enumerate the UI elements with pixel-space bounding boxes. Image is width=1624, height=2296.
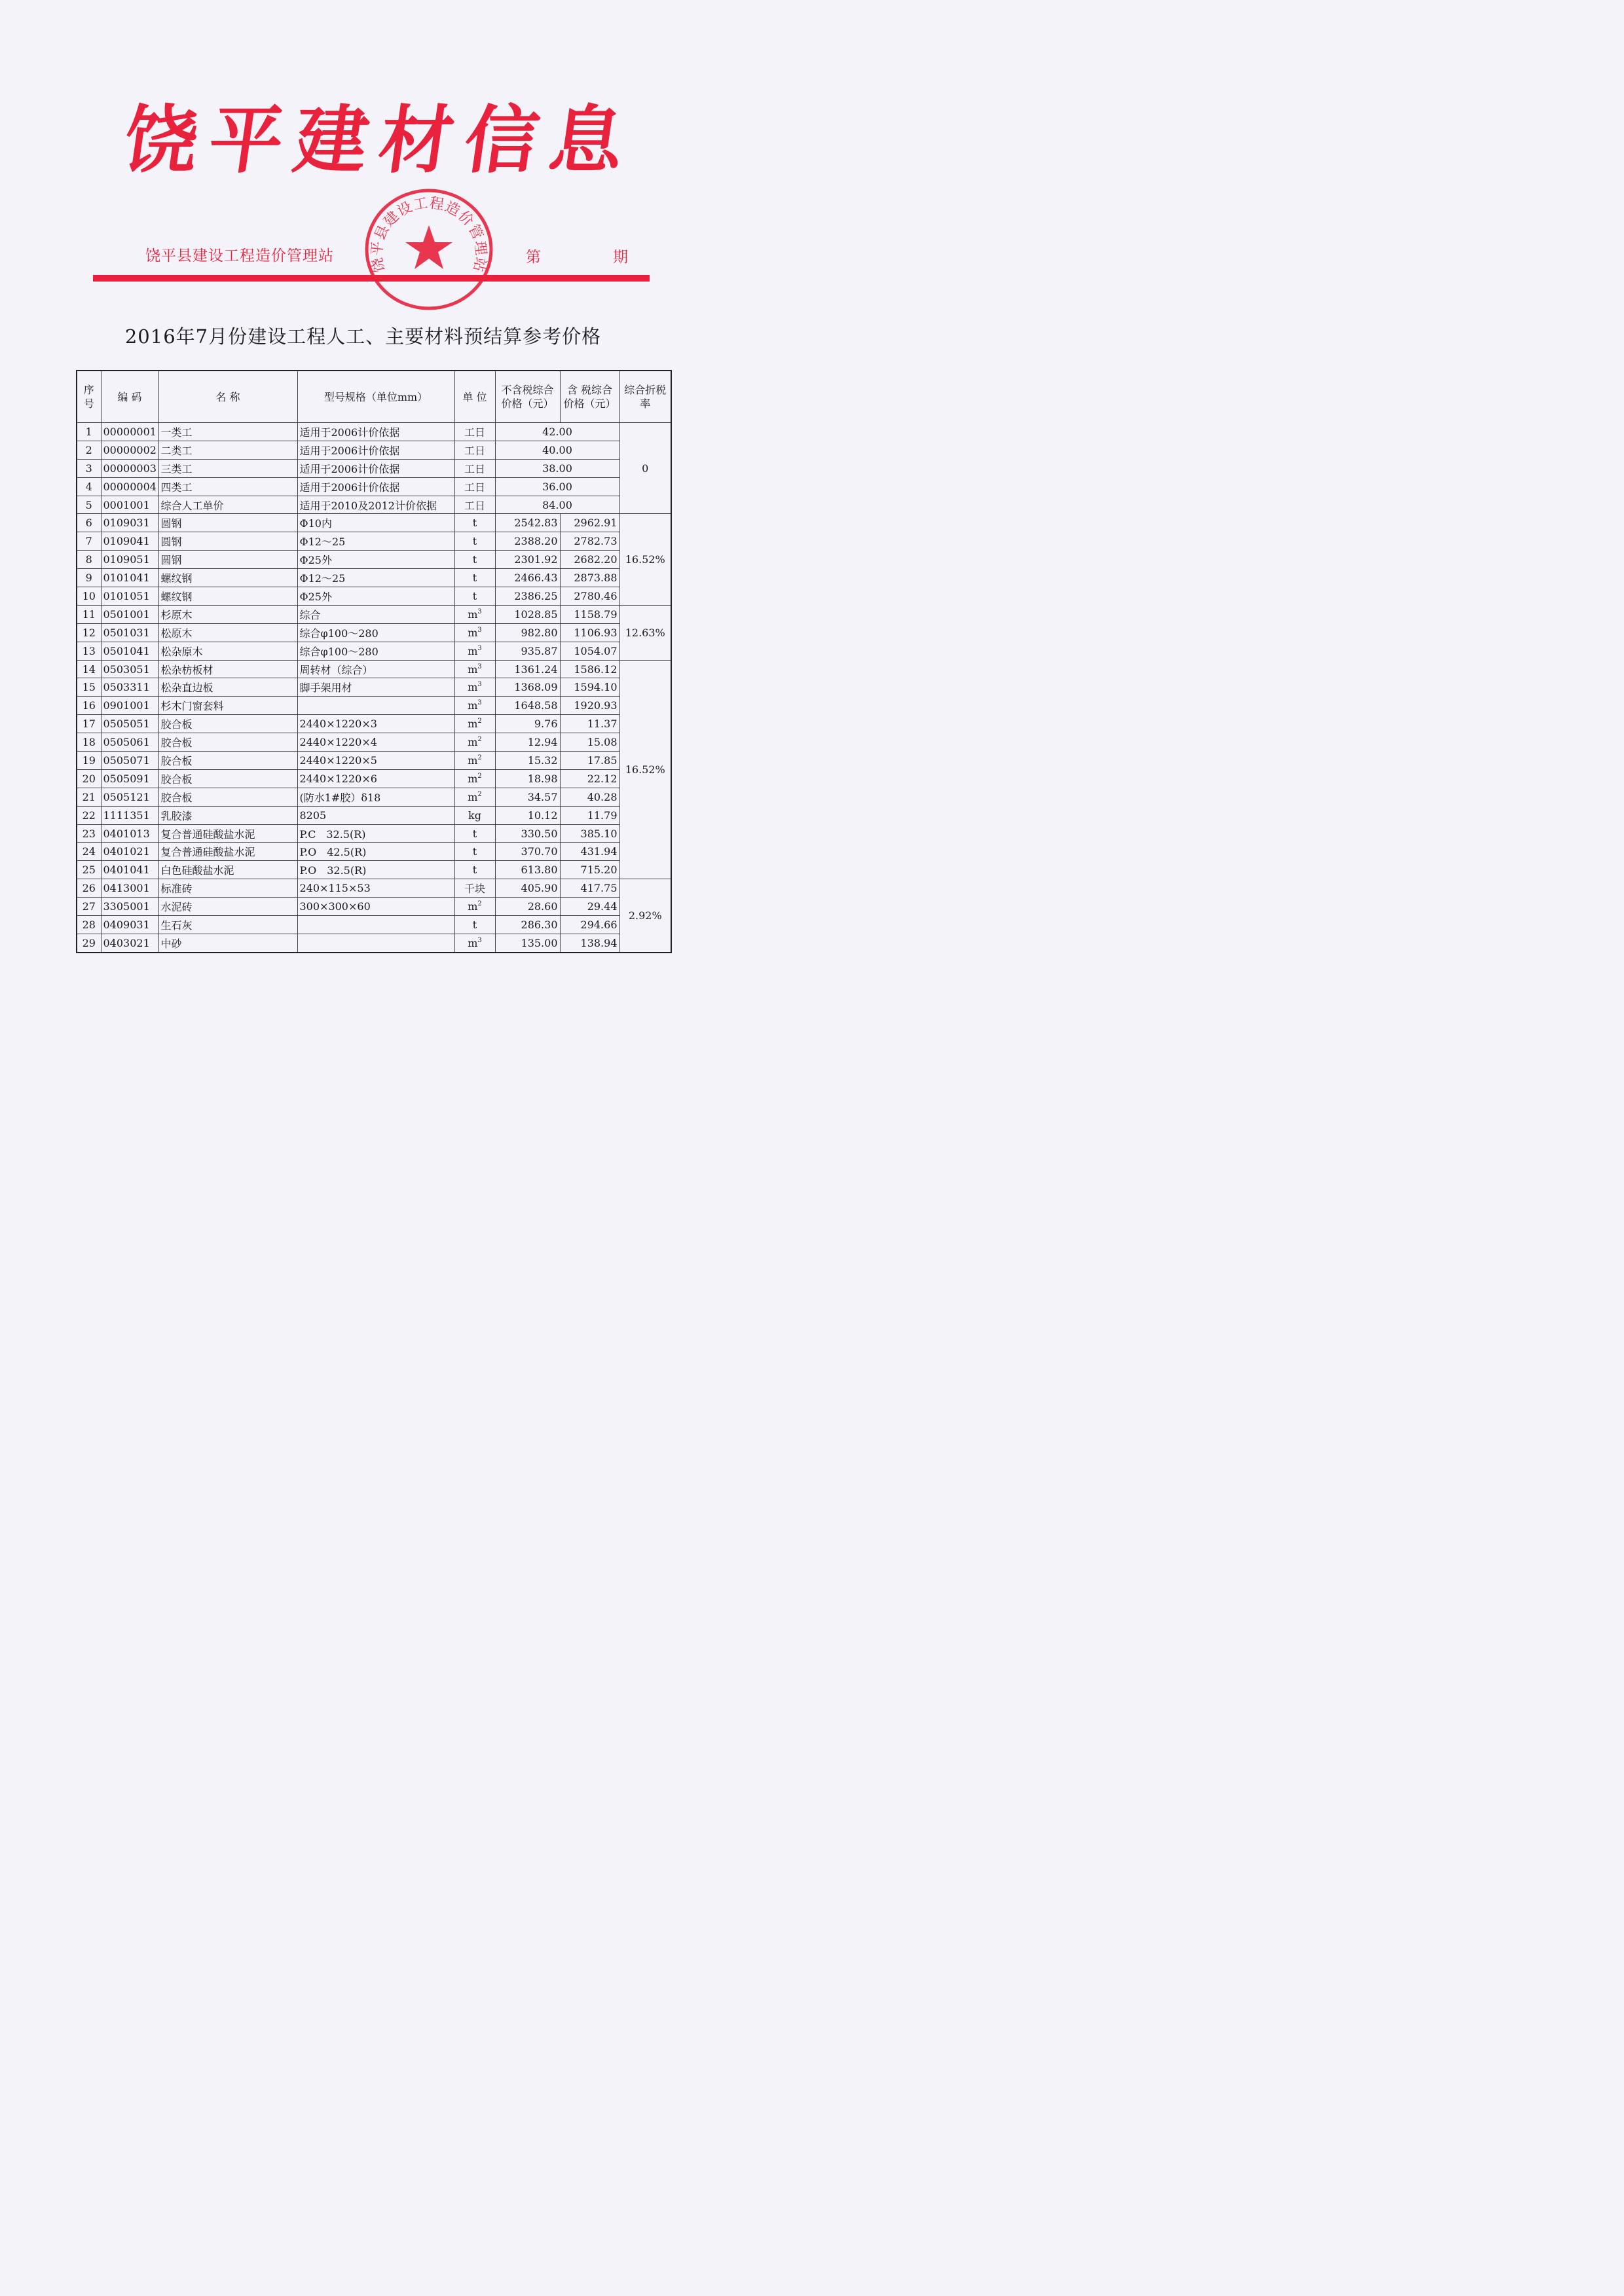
table-row <box>77 678 671 697</box>
cell-spec: Φ25外 <box>297 587 454 606</box>
cell-seq: 7 <box>77 532 101 551</box>
table-header-row <box>77 371 671 423</box>
cell-price-inc-tax: 2682.20 <box>560 551 619 569</box>
cell-name: 螺纹钢 <box>158 569 297 587</box>
unit-text: t <box>472 535 477 548</box>
cell-code: 00000003 <box>101 459 158 477</box>
cell-price-ex-tax: 2466.43 <box>495 569 560 587</box>
cell-spec <box>297 697 454 715</box>
cell-price-inc-tax: 1586.12 <box>560 660 619 678</box>
cell-code: 00000004 <box>101 477 158 496</box>
cell-seq: 27 <box>77 898 101 916</box>
cell-seq: 22 <box>77 806 101 824</box>
cell-seq: 4 <box>77 477 101 496</box>
unit-text: 工日 <box>464 462 485 475</box>
cell-code: 0109041 <box>101 532 158 551</box>
unit-text: m <box>468 644 478 657</box>
price-table <box>76 370 672 953</box>
unit-text: m <box>468 772 478 785</box>
header-spec: 型号规格（单位mm） <box>297 371 454 423</box>
cell-name: 中砂 <box>158 934 297 952</box>
cell-unit <box>454 769 495 788</box>
cell-price-ex-tax: 1028.85 <box>495 605 560 623</box>
cell-spec: (防水1#胶）δ18 <box>297 788 454 806</box>
cell-price-inc-tax: 2782.73 <box>560 532 619 551</box>
cell-price-inc-tax: 431.94 <box>560 843 619 861</box>
unit-text: 工日 <box>464 426 485 439</box>
unit-text: m <box>468 626 478 639</box>
cell-price-ex-tax: 1648.58 <box>495 697 560 715</box>
unit-superscript: 3 <box>477 644 482 652</box>
unit-superscript: 3 <box>477 626 482 634</box>
cell-code: 0505121 <box>101 788 158 806</box>
cell-price-ex-tax: 935.87 <box>495 642 560 660</box>
cell-price-ex-tax: 9.76 <box>495 715 560 733</box>
cell-unit <box>454 861 495 879</box>
cell-spec <box>297 934 454 952</box>
cell-price-inc-tax: 22.12 <box>560 769 619 788</box>
cell-unit <box>454 477 495 496</box>
cell-code: 0101051 <box>101 587 158 606</box>
table-row <box>77 642 671 660</box>
cell-seq: 29 <box>77 934 101 952</box>
cell-unit <box>454 806 495 824</box>
cell-price-inc-tax: 1106.93 <box>560 623 619 642</box>
unit-text: t <box>472 918 477 931</box>
cell-seq: 19 <box>77 752 101 770</box>
unit-text: t <box>472 589 477 602</box>
unit-text: t <box>472 864 477 877</box>
cell-spec: 2440×1220×4 <box>297 733 454 752</box>
cell-name: 杉原木 <box>158 605 297 623</box>
publisher-name: 饶平县建设工程造价管理站 <box>145 247 334 264</box>
table-row <box>77 605 671 623</box>
cell-price-ex-tax: 370.70 <box>495 843 560 861</box>
cell-unit <box>454 660 495 678</box>
cell-price-merged: 84.00 <box>495 496 619 514</box>
cell-code: 0505051 <box>101 715 158 733</box>
cell-price-inc-tax: 1920.93 <box>560 697 619 715</box>
unit-superscript: 2 <box>477 754 482 761</box>
unit-text: t <box>472 845 477 858</box>
cell-unit <box>454 532 495 551</box>
cell-spec: P.O 42.5(R) <box>297 843 454 861</box>
cell-price-inc-tax: 1054.07 <box>560 642 619 660</box>
table-row <box>77 715 671 733</box>
cell-name: 三类工 <box>158 459 297 477</box>
cell-spec: Φ25外 <box>297 551 454 569</box>
cell-seq: 13 <box>77 642 101 660</box>
cell-name: 复合普通硅酸盐水泥 <box>158 824 297 843</box>
cell-price-ex-tax: 286.30 <box>495 916 560 934</box>
cell-seq: 25 <box>77 861 101 879</box>
unit-superscript: 3 <box>477 936 482 944</box>
unit-text: m <box>468 718 478 731</box>
unit-superscript: 2 <box>477 736 482 744</box>
cell-price-inc-tax: 385.10 <box>560 824 619 843</box>
unit-text: m <box>468 754 478 767</box>
cell-unit <box>454 824 495 843</box>
cell-price-inc-tax: 40.28 <box>560 788 619 806</box>
unit-text: m <box>468 900 478 913</box>
unit-superscript: 2 <box>477 718 482 725</box>
cell-spec: 适用于2006计价依据 <box>297 459 454 477</box>
cell-price-merged: 42.00 <box>495 423 619 441</box>
cell-code: 0505071 <box>101 752 158 770</box>
cell-code: 0501031 <box>101 623 158 642</box>
cell-name: 松杂直边板 <box>158 678 297 697</box>
cell-seq: 20 <box>77 769 101 788</box>
cell-price-ex-tax: 1368.09 <box>495 678 560 697</box>
unit-text: m <box>468 663 478 676</box>
cell-unit <box>454 715 495 733</box>
cell-price-inc-tax: 17.85 <box>560 752 619 770</box>
unit-text: m <box>468 699 478 712</box>
cell-price-inc-tax: 11.79 <box>560 806 619 824</box>
cell-price-inc-tax: 2962.91 <box>560 514 619 532</box>
cell-code: 0101041 <box>101 569 158 587</box>
cell-unit <box>454 733 495 752</box>
cell-code: 00000001 <box>101 423 158 441</box>
unit-superscript: 2 <box>477 900 482 908</box>
cell-price-inc-tax: 417.75 <box>560 879 619 898</box>
table-row <box>77 551 671 569</box>
table-row <box>77 660 671 678</box>
unit-text: m <box>468 681 478 694</box>
cell-seq: 23 <box>77 824 101 843</box>
table-row <box>77 623 671 642</box>
unit-text: m <box>468 790 478 803</box>
official-seal <box>363 187 494 312</box>
cell-unit <box>454 752 495 770</box>
cell-code: 0109031 <box>101 514 158 532</box>
cell-seq: 6 <box>77 514 101 532</box>
cell-price-ex-tax: 2301.92 <box>495 551 560 569</box>
cell-unit <box>454 441 495 459</box>
cell-name: 圆钢 <box>158 532 297 551</box>
cell-spec: 适用于2006计价依据 <box>297 477 454 496</box>
cell-unit <box>454 459 495 477</box>
cell-price-inc-tax: 1158.79 <box>560 605 619 623</box>
cell-price-merged: 40.00 <box>495 441 619 459</box>
table-row <box>77 423 671 441</box>
table-row <box>77 843 671 861</box>
cell-name: 四类工 <box>158 477 297 496</box>
cell-name: 胶合板 <box>158 752 297 770</box>
cell-code: 0503311 <box>101 678 158 697</box>
cell-name: 水泥砖 <box>158 898 297 916</box>
cell-price-inc-tax: 2780.46 <box>560 587 619 606</box>
table-row <box>77 879 671 898</box>
cell-price-inc-tax: 294.66 <box>560 916 619 934</box>
cell-code: 0401013 <box>101 824 158 843</box>
cell-seq: 24 <box>77 843 101 861</box>
cell-price-ex-tax: 2542.83 <box>495 514 560 532</box>
issue-label-prefix: 第 <box>526 249 541 266</box>
cell-seq: 11 <box>77 605 101 623</box>
cell-unit <box>454 551 495 569</box>
table-row <box>77 788 671 806</box>
cell-name: 松原木 <box>158 623 297 642</box>
cell-unit <box>454 843 495 861</box>
cell-name: 一类工 <box>158 423 297 441</box>
cell-name: 综合人工单价 <box>158 496 297 514</box>
cell-spec: 适用于2006计价依据 <box>297 423 454 441</box>
table-row <box>77 441 671 459</box>
unit-superscript: 3 <box>477 681 482 689</box>
table-row <box>77 824 671 843</box>
unit-text: 工日 <box>464 444 485 457</box>
table-row <box>77 733 671 752</box>
cell-code: 0501041 <box>101 642 158 660</box>
cell-spec: Φ12～25 <box>297 569 454 587</box>
table-row <box>77 898 671 916</box>
table-row <box>77 769 671 788</box>
seal-text: 饶平县建设工程造价管理站 <box>369 194 489 274</box>
cell-seq: 17 <box>77 715 101 733</box>
cell-tax-rate: 2.92% <box>619 879 671 953</box>
cell-price-ex-tax: 2386.25 <box>495 587 560 606</box>
unit-superscript: 3 <box>477 608 482 615</box>
unit-text: m <box>468 936 478 949</box>
unit-text: kg <box>468 809 481 822</box>
cell-seq: 2 <box>77 441 101 459</box>
cell-unit <box>454 642 495 660</box>
unit-superscript: 3 <box>477 663 482 670</box>
unit-text: m <box>468 736 478 749</box>
cell-name: 松杂枋板材 <box>158 660 297 678</box>
cell-seq: 8 <box>77 551 101 569</box>
cell-unit <box>454 423 495 441</box>
issue-label-suffix: 期 <box>613 249 628 266</box>
table-row <box>77 459 671 477</box>
unit-superscript: 2 <box>477 772 482 780</box>
cell-code: 0413001 <box>101 879 158 898</box>
cell-name: 复合普通硅酸盐水泥 <box>158 843 297 861</box>
cell-unit <box>454 569 495 587</box>
cell-spec: 适用于2006计价依据 <box>297 441 454 459</box>
cell-price-merged: 36.00 <box>495 477 619 496</box>
cell-tax-rate: 12.63% <box>619 605 671 660</box>
cell-unit <box>454 898 495 916</box>
cell-price-ex-tax: 28.60 <box>495 898 560 916</box>
cell-code: 3305001 <box>101 898 158 916</box>
cell-code: 0501001 <box>101 605 158 623</box>
masthead-title: 饶平建材信息 <box>118 98 642 183</box>
cell-unit <box>454 697 495 715</box>
cell-seq: 10 <box>77 587 101 606</box>
cell-unit <box>454 788 495 806</box>
cell-seq: 16 <box>77 697 101 715</box>
cell-price-ex-tax: 405.90 <box>495 879 560 898</box>
unit-text: t <box>472 572 477 585</box>
cell-name: 二类工 <box>158 441 297 459</box>
table-row <box>77 934 671 952</box>
cell-seq: 3 <box>77 459 101 477</box>
unit-text: t <box>472 553 477 566</box>
cell-name: 胶合板 <box>158 769 297 788</box>
cell-spec <box>297 916 454 934</box>
cell-seq: 28 <box>77 916 101 934</box>
cell-price-inc-tax: 15.08 <box>560 733 619 752</box>
cell-spec: 脚手架用材 <box>297 678 454 697</box>
table-row <box>77 514 671 532</box>
cell-spec: P.O 32.5(R) <box>297 861 454 879</box>
cell-spec: 2440×1220×5 <box>297 752 454 770</box>
table-row <box>77 752 671 770</box>
cell-spec: 2440×1220×3 <box>297 715 454 733</box>
table-row <box>77 569 671 587</box>
unit-text: 工日 <box>464 499 485 512</box>
cell-seq: 1 <box>77 423 101 441</box>
cell-tax-rate: 16.52% <box>619 660 671 879</box>
cell-tax-rate: 0 <box>619 423 671 514</box>
cell-unit <box>454 514 495 532</box>
cell-name: 生石灰 <box>158 916 297 934</box>
unit-text: 千块 <box>464 883 485 896</box>
cell-seq: 18 <box>77 733 101 752</box>
cell-name: 胶合板 <box>158 733 297 752</box>
cell-price-ex-tax: 12.94 <box>495 733 560 752</box>
cell-price-ex-tax: 982.80 <box>495 623 560 642</box>
unit-text: t <box>472 517 477 530</box>
header-seq: 序号 <box>77 371 101 423</box>
cell-unit <box>454 879 495 898</box>
cell-code: 0403021 <box>101 934 158 952</box>
cell-seq: 5 <box>77 496 101 514</box>
cell-spec: 适用于2010及2012计价依据 <box>297 496 454 514</box>
cell-price-ex-tax: 34.57 <box>495 788 560 806</box>
unit-superscript: 3 <box>477 699 482 707</box>
cell-name: 白色硅酸盐水泥 <box>158 861 297 879</box>
header-unit: 单 位 <box>454 371 495 423</box>
cell-price-ex-tax: 330.50 <box>495 824 560 843</box>
cell-name: 标准砖 <box>158 879 297 898</box>
cell-price-ex-tax: 1361.24 <box>495 660 560 678</box>
cell-code: 0109051 <box>101 551 158 569</box>
cell-name: 乳胶漆 <box>158 806 297 824</box>
cell-seq: 21 <box>77 788 101 806</box>
table-row <box>77 496 671 514</box>
cell-code: 0401041 <box>101 861 158 879</box>
cell-code: 0001001 <box>101 496 158 514</box>
unit-text: m <box>468 608 478 621</box>
table-row <box>77 532 671 551</box>
unit-superscript: 2 <box>477 790 482 798</box>
cell-code: 0409031 <box>101 916 158 934</box>
cell-seq: 12 <box>77 623 101 642</box>
cell-name: 松杂原木 <box>158 642 297 660</box>
cell-code: 0505091 <box>101 769 158 788</box>
cell-spec: 综合φ100～280 <box>297 642 454 660</box>
cell-name: 螺纹钢 <box>158 587 297 606</box>
cell-code: 1111351 <box>101 806 158 824</box>
cell-price-ex-tax: 15.32 <box>495 752 560 770</box>
cell-name: 胶合板 <box>158 715 297 733</box>
cell-spec: Φ12～25 <box>297 532 454 551</box>
cell-price-inc-tax: 138.94 <box>560 934 619 952</box>
cell-code: 00000002 <box>101 441 158 459</box>
unit-text: 工日 <box>464 481 485 494</box>
cell-spec: Φ10内 <box>297 514 454 532</box>
cell-tax-rate: 16.52% <box>619 514 671 605</box>
cell-unit <box>454 934 495 952</box>
cell-code: 0901001 <box>101 697 158 715</box>
table-row <box>77 806 671 824</box>
table-row <box>77 587 671 606</box>
cell-price-inc-tax: 2873.88 <box>560 569 619 587</box>
cell-price-ex-tax: 2388.20 <box>495 532 560 551</box>
cell-name: 圆钢 <box>158 514 297 532</box>
cell-spec: 2440×1220×6 <box>297 769 454 788</box>
cell-spec: 综合φ100～280 <box>297 623 454 642</box>
cell-seq: 9 <box>77 569 101 587</box>
cell-unit <box>454 587 495 606</box>
cell-unit <box>454 605 495 623</box>
cell-price-inc-tax: 715.20 <box>560 861 619 879</box>
cell-unit <box>454 678 495 697</box>
cell-name: 胶合板 <box>158 788 297 806</box>
cell-spec: P.C 32.5(R) <box>297 824 454 843</box>
cell-unit <box>454 916 495 934</box>
cell-price-ex-tax: 613.80 <box>495 861 560 879</box>
cell-spec: 综合 <box>297 605 454 623</box>
cell-spec: 240×115×53 <box>297 879 454 898</box>
cell-price-inc-tax: 1594.10 <box>560 678 619 697</box>
table-row <box>77 916 671 934</box>
table-row <box>77 477 671 496</box>
cell-unit <box>454 496 495 514</box>
cell-spec: 300×300×60 <box>297 898 454 916</box>
cell-price-inc-tax: 11.37 <box>560 715 619 733</box>
cell-name: 圆钢 <box>158 551 297 569</box>
cell-code: 0401021 <box>101 843 158 861</box>
cell-code: 0503051 <box>101 660 158 678</box>
cell-price-ex-tax: 10.12 <box>495 806 560 824</box>
cell-name: 杉木门窗套料 <box>158 697 297 715</box>
cell-spec: 8205 <box>297 806 454 824</box>
header-code: 编 码 <box>101 371 158 423</box>
cell-seq: 15 <box>77 678 101 697</box>
cell-seq: 26 <box>77 879 101 898</box>
table-row <box>77 697 671 715</box>
cell-seq: 14 <box>77 660 101 678</box>
document-title: 2016年7月份建设工程人工、主要材料预结算参考价格 <box>124 325 602 348</box>
header-price-inc-tax: 含 税综合价格（元） <box>560 371 619 423</box>
cell-code: 0505061 <box>101 733 158 752</box>
unit-text: t <box>472 827 477 840</box>
cell-price-merged: 38.00 <box>495 459 619 477</box>
header-price-ex-tax: 不含税综合价格（元） <box>495 371 560 423</box>
header-tax-rate: 综合折税率 <box>619 371 671 423</box>
table-row <box>77 861 671 879</box>
header-name: 名 称 <box>158 371 297 423</box>
cell-unit <box>454 623 495 642</box>
cell-spec: 周转材（综合） <box>297 660 454 678</box>
cell-price-ex-tax: 18.98 <box>495 769 560 788</box>
cell-price-inc-tax: 29.44 <box>560 898 619 916</box>
seal-star-icon <box>405 225 452 269</box>
cell-price-ex-tax: 135.00 <box>495 934 560 952</box>
